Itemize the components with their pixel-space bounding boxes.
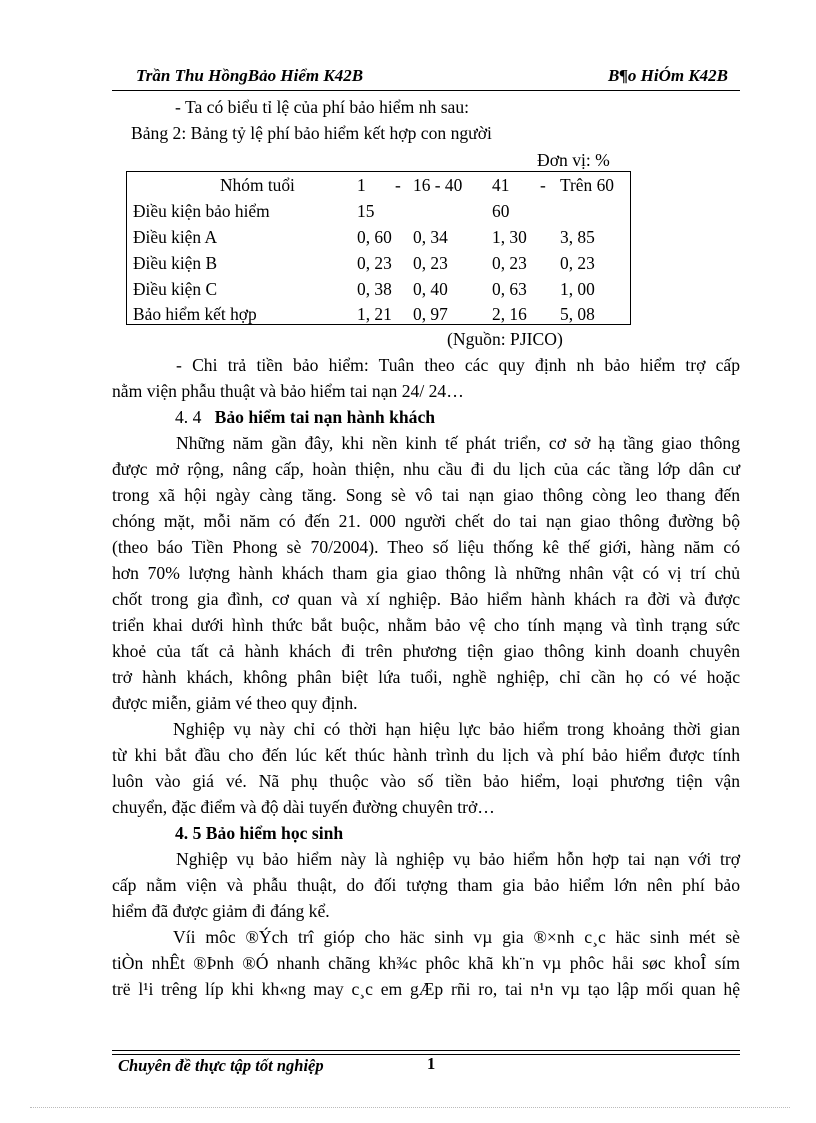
premium-rate-table bbox=[126, 171, 631, 325]
cell-col-4: 0, 23 bbox=[560, 253, 595, 273]
paragraph-line: khoẻ của tất cả hành khách đi trên phương tiện giao thông kinh doanh chuyên bbox=[112, 641, 740, 661]
cell-col-4: 5, 08 bbox=[560, 304, 595, 324]
header-col-2: 16 - 40 bbox=[413, 175, 463, 195]
page-number: 1 bbox=[427, 1054, 436, 1073]
paragraph-line: chóng mặt, mỗi năm có đến 21. 000 người chết do tai nạn giao thông đường bộ bbox=[112, 511, 740, 531]
header-divider bbox=[112, 90, 740, 91]
page-bottom-border bbox=[30, 1107, 790, 1108]
cell-col-3: 2, 16 bbox=[492, 304, 527, 324]
section-number: 4. 4 bbox=[175, 407, 202, 427]
payout-line: nằm viện phẫu thuật và bảo hiểm tai nạn 24/ 24… bbox=[112, 381, 464, 401]
cell-col-3: 60 bbox=[492, 201, 510, 221]
section-heading-4-4 bbox=[175, 409, 435, 427]
paragraph-line: chuyển, đặc điểm và độ dài tuyến đường chuyên trở… bbox=[112, 797, 495, 817]
paragraph-line: chốt trong gia đình, cơ quan và xí nghiệp. Bảo hiểm hành khách ra đời và được bbox=[112, 589, 740, 609]
footer-title: Chuyên đề thực tập tốt nghiệp bbox=[118, 1056, 324, 1075]
cell-col-3: 0, 63 bbox=[492, 279, 527, 299]
cell-col-1: 0, 23 bbox=[357, 253, 392, 273]
paragraph-line: hơn 70% lượng hành khách tham gia giao thông là những nhân vật có vị trí chủ bbox=[112, 563, 740, 583]
paragraph-line: trong xã hội ngày càng tăng. Song sè vô tai nạn giao thông còng leo thang đến bbox=[112, 485, 740, 505]
cell-col-2: 0, 40 bbox=[413, 279, 448, 299]
cell-col-1: 15 bbox=[357, 201, 375, 221]
header-author: Trần Thu HồngBảo Hiểm K42B bbox=[136, 66, 364, 85]
header-col-1-dash: - bbox=[395, 175, 401, 195]
paragraph-line: được miễn, giảm vé theo quy định. bbox=[112, 693, 358, 713]
paragraph-line: luôn vào giá vé. Nã phụ thuộc vào số tiền bảo hiểm, loại phương tiện vận bbox=[112, 771, 740, 791]
cell-col-1: 0, 60 bbox=[357, 227, 392, 247]
footer-divider bbox=[112, 1054, 740, 1055]
paragraph-line: Nghiệp vụ này chỉ có thời hạn hiệu lực bảo hiểm trong khoảng thời gian bbox=[173, 719, 740, 739]
cell-col-2: 0, 34 bbox=[413, 227, 448, 247]
header-col-3: 41 bbox=[492, 175, 510, 195]
table-caption: Bảng 2: Bảng tỷ lệ phí bảo hiểm kết hợp con người bbox=[131, 123, 492, 143]
paragraph-line: Nghiệp vụ bảo hiểm này là nghiệp vụ bảo hiểm hỗn hợp tai nạn với trợ bbox=[176, 849, 740, 869]
header-col-1: 1 bbox=[357, 175, 366, 195]
table-source: (Nguồn: PJICO) bbox=[447, 329, 563, 349]
section-title: Bảo hiểm tai nạn hành khách bbox=[214, 407, 436, 427]
paragraph-line: hiểm đã được giảm đi đáng kể. bbox=[112, 901, 330, 921]
paragraph-line: tiÒn nhÊt ®Þnh ®Ó nhanh chãng kh¾c phôc khã kh¨n vµ phôc håi søc khoÎ sím bbox=[112, 953, 740, 973]
header-col-3-dash: - bbox=[540, 175, 546, 195]
cell-col-2: 0, 23 bbox=[413, 253, 448, 273]
paragraph-line: trở hành khách, không phân biệt lứa tuổi, nghề nghiệp, chỉ cần họ có vé hoặc bbox=[112, 667, 740, 687]
header-age-group: Nhóm tuổi bbox=[220, 175, 295, 195]
row-label: Bảo hiểm kết hợp bbox=[133, 304, 257, 324]
cell-col-4: 3, 85 bbox=[560, 227, 595, 247]
header-col-4: Trên 60 bbox=[560, 175, 614, 195]
paragraph-line: được mở rộng, nâng cấp, hoàn thiện, nhu cầu đi du lịch của các tầng lớp dân cư bbox=[112, 459, 740, 479]
paragraph-line: cấp nằm viện và phẫu thuật, do đối tượng tham gia bảo hiểm lớn nên phí bảo bbox=[112, 875, 740, 895]
row-label: Điều kiện B bbox=[133, 253, 218, 273]
paragraph-line: triển khai dưới hình thức bắt buộc, nhằm bảo vệ cho tính mạng và tình trạng sức bbox=[112, 615, 740, 635]
page-header bbox=[112, 66, 740, 90]
cell-col-4: 1, 00 bbox=[560, 279, 595, 299]
paragraph-line: trë l¹i trêng líp khi kh«ng may c¸c em gÆp rñi ro, tai n¹n vµ tạo lập mối quan hệ bbox=[112, 979, 740, 999]
row-label: Điều kiện bảo hiểm bbox=[133, 201, 270, 221]
cell-col-3: 0, 23 bbox=[492, 253, 527, 273]
row-label: Điều kiện C bbox=[133, 279, 218, 299]
paragraph-line: Víi môc ®Ých trî gióp cho häc sinh vµ gia ®×nh c¸c häc sinh mét sè bbox=[173, 927, 740, 947]
cell-col-2: 0, 97 bbox=[413, 304, 448, 324]
cell-col-1: 1, 21 bbox=[357, 304, 392, 324]
payout-line: - Chi trả tiền bảo hiểm: Tuân theo các quy định nh bảo hiểm trợ cấp bbox=[176, 355, 740, 375]
row-label: Điều kiện A bbox=[133, 227, 218, 247]
cell-col-1: 0, 38 bbox=[357, 279, 392, 299]
header-class: B¶o HiÓm K42B bbox=[608, 66, 728, 85]
paragraph-line: (theo báo Tiền Phong sè 70/2004). Theo số liệu thống kê thế giới, hàng năm có bbox=[112, 537, 740, 557]
section-heading-4-5: 4. 5 Bảo hiểm học sinh bbox=[175, 823, 344, 843]
table-unit: Đơn vị: % bbox=[537, 150, 610, 170]
paragraph-line: từ khi bắt đầu cho đến lúc kết thúc hành trình du lịch và phí bảo hiểm được tính bbox=[112, 745, 740, 765]
paragraph-line: Những năm gần đây, khi nền kinh tế phát triển, cơ sở hạ tầng giao thông bbox=[176, 433, 740, 453]
cell-col-3: 1, 30 bbox=[492, 227, 527, 247]
footer-divider bbox=[112, 1050, 740, 1051]
intro-line: - Ta có biểu tỉ lệ của phí bảo hiểm nh sau: bbox=[175, 97, 470, 117]
